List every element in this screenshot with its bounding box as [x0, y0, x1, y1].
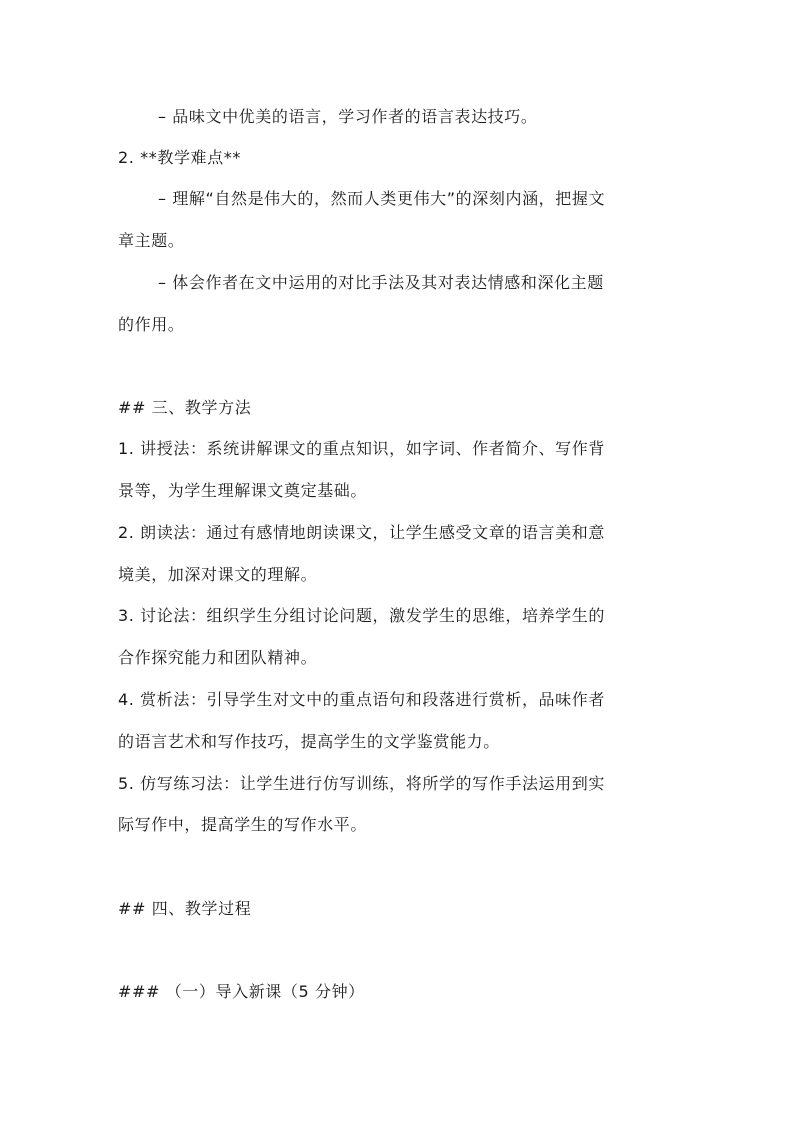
difficulty-bullet-2-line-2: 的作用。 — [118, 315, 185, 334]
difficulty-bullet-1-line-1: – 理解“自然是伟大的，然而人类更伟大”的深刻内涵，把握文 — [158, 189, 606, 208]
difficulty-heading: 2. **教学难点** — [118, 148, 241, 167]
difficulty-bullet-1-line-2: 章主题。 — [118, 231, 185, 250]
method-4-line-1: 4. 赏析法：引导学生对文中的重点语句和段落进行赏析，品味作者 — [118, 690, 605, 709]
method-1-line-2: 景等，为学生理解课文奠定基础。 — [118, 481, 368, 500]
method-5-line-2: 际写作中，提高学生的写作水平。 — [118, 815, 368, 834]
method-3-line-1: 3. 讨论法：组织学生分组讨论问题，激发学生的思维，培养学生的 — [118, 606, 605, 625]
section-heading-methods: ## 三、教学方法 — [118, 398, 252, 417]
section-heading-process: ## 四、教学过程 — [118, 899, 252, 918]
goal-bullet-language: – 品味文中优美的语言，学习作者的语言表达技巧。 — [158, 107, 538, 126]
subsection-heading-intro: ### （一）导入新课（5 分钟） — [118, 982, 365, 1001]
method-3-line-2: 合作探究能力和团队精神。 — [118, 648, 318, 667]
method-2-line-1: 2. 朗读法：通过有感情地朗读课文，让学生感受文章的语言美和意 — [118, 523, 605, 542]
method-5-line-1: 5. 仿写练习法：让学生进行仿写训练，将所学的写作手法运用到实 — [118, 774, 605, 793]
method-1-line-1: 1. 讲授法：系统讲解课文的重点知识，如字词、作者简介、写作背 — [118, 439, 605, 458]
method-4-line-2: 的语言艺术和写作技巧，提高学生的文学鉴赏能力。 — [118, 732, 500, 751]
method-2-line-2: 境美，加深对课文的理解。 — [118, 565, 318, 584]
difficulty-bullet-2-line-1: – 体会作者在文中运用的对比手法及其对表达情感和深化主题 — [158, 273, 604, 292]
